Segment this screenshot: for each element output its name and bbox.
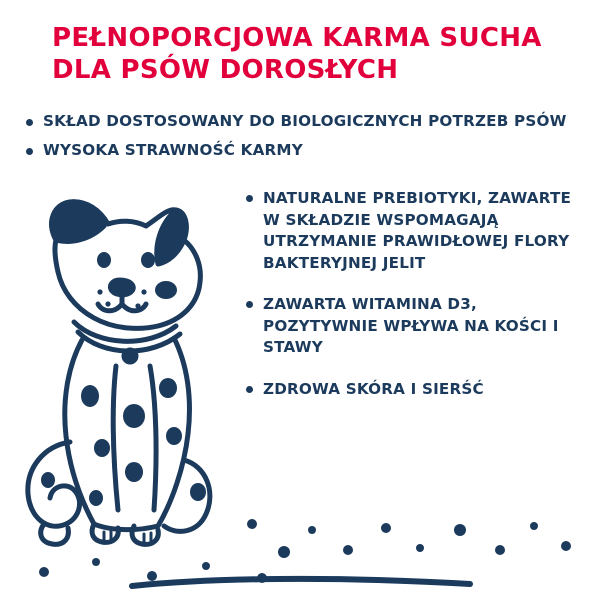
bullet-dot-icon bbox=[26, 148, 33, 155]
list-item bbox=[246, 188, 592, 274]
list-item-label: ZDROWA SKÓRA I SIERŚĆ bbox=[263, 380, 484, 399]
detailed-benefits-list bbox=[246, 188, 592, 421]
list-item bbox=[246, 379, 592, 401]
list-item-label: ZAWARTA WITAMINA D3, POZYTYWNIE WPŁYWA NA KOŚCI I STAWY bbox=[263, 295, 559, 357]
top-benefits-list bbox=[26, 112, 586, 170]
list-item-label: NATURALNE PREBIOTYKI, ZAWARTE W SKŁADZIE WSPOMAGAJĄ UTRZYMANIE PRAWIDŁOWEJ FLORY BAKTERYJNEJ JELIT bbox=[263, 189, 572, 272]
list-item bbox=[26, 141, 586, 160]
headline-line-2: DLA PSÓW DOROSŁYCH bbox=[52, 55, 399, 86]
headline-line-1: PEŁNOPORCJOWA KARMA SUCHA bbox=[52, 23, 542, 53]
bullet-dot-icon bbox=[26, 119, 33, 126]
page-title bbox=[52, 22, 576, 86]
list-item-label: WYSOKA STRAWNOŚĆ KARMY bbox=[43, 141, 303, 159]
list-item-label: SKŁAD DOSTOSOWANY DO BIOLOGICZNYCH POTRZEB PSÓW bbox=[43, 112, 567, 130]
ground-decoration bbox=[0, 500, 600, 600]
list-item bbox=[246, 294, 592, 359]
list-item bbox=[26, 112, 586, 131]
